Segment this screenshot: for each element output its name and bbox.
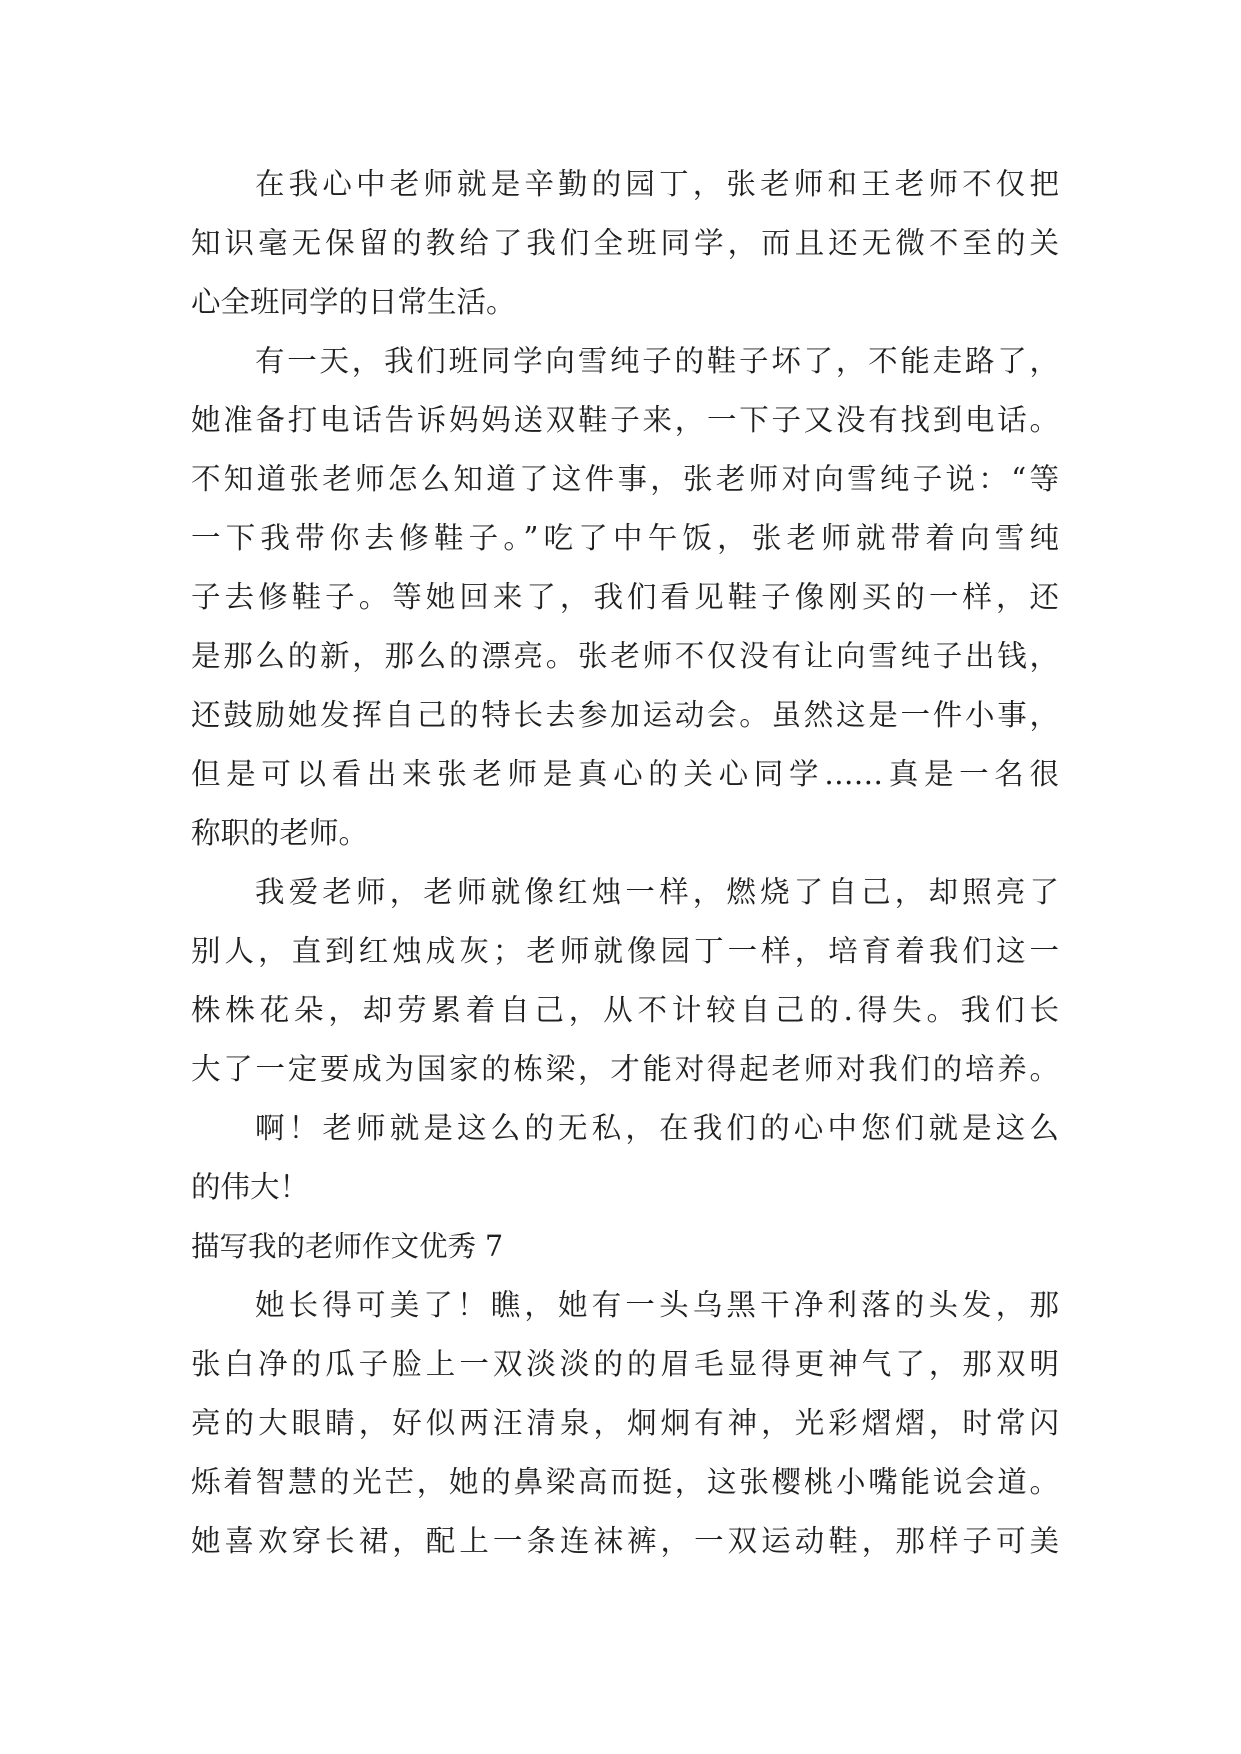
paragraph-5-line-4: 烁着智慧的光芒，她的鼻梁高而挺，这张樱桃小嘴能说会道。: [191, 1465, 1059, 1499]
paragraph-2-line-4: 一下我带你去修鞋子。”吃了中午饭，张老师就带着向雪纯: [191, 521, 1059, 555]
paragraph-2-line-2: 她准备打电话告诉妈妈送双鞋子来，一下子又没有找到电话。: [191, 403, 1059, 437]
paragraph-2-line-6: 是那么的新，那么的漂亮。张老师不仅没有让向雪纯子出钱，: [191, 639, 1059, 673]
paragraph-2-line-5: 子去修鞋子。等她回来了，我们看见鞋子像刚买的一样，还: [191, 580, 1059, 614]
paragraph-4-line-2: 的伟大！: [191, 1170, 310, 1204]
paragraph-1-line-2: 知识毫无保留的教给了我们全班同学，而且还无微不至的关: [191, 226, 1059, 260]
paragraph-5-line-3: 亮的大眼睛，好似两汪清泉，炯炯有神，光彩熠熠，时常闪: [191, 1406, 1059, 1440]
paragraph-5-line-5: 她喜欢穿长裙，配上一条连袜裤，一双运动鞋，那样子可美: [191, 1524, 1059, 1558]
paragraph-1-line-3: 心全班同学的日常生活。: [191, 285, 516, 319]
section-heading: 描写我的老师作文优秀 7: [191, 1230, 504, 1263]
paragraph-5-line-1: 她长得可美了！瞧，她有一头乌黑干净利落的头发，那: [255, 1288, 1059, 1322]
paragraph-4-line-1: 啊！老师就是这么的无私，在我们的心中您们就是这么: [255, 1111, 1059, 1145]
paragraph-3-line-3: 株株花朵，却劳累着自己，从不计较自己的.得失。我们长: [191, 993, 1059, 1027]
paragraph-2-line-9: 称职的老师。: [191, 816, 369, 850]
paragraph-2-line-3: 不知道张老师怎么知道了这件事，张老师对向雪纯子说：“等: [191, 462, 1059, 496]
paragraph-2-line-8: 但是可以看出来张老师是真心的关心同学……真是一名很: [191, 757, 1059, 791]
paragraph-2-line-7: 还鼓励她发挥自己的特长去参加运动会。虽然这是一件小事，: [191, 698, 1059, 732]
document-body: [191, 155, 1059, 1571]
paragraph-3-line-4: 大了一定要成为国家的栋梁，才能对得起老师对我们的培养。: [191, 1052, 1059, 1086]
paragraph-3-line-1: 我爱老师，老师就像红烛一样，燃烧了自己，却照亮了: [255, 875, 1059, 909]
paragraph-5-line-2: 张白净的瓜子脸上一双淡淡的的眉毛显得更神气了，那双明: [191, 1347, 1059, 1381]
paragraph-2-line-1: 有一天，我们班同学向雪纯子的鞋子坏了，不能走路了，: [255, 344, 1059, 378]
paragraph-1-line-1: 在我心中老师就是辛勤的园丁，张老师和王老师不仅把: [255, 167, 1059, 201]
paragraph-3-line-2: 别人，直到红烛成灰；老师就像园丁一样，培育着我们这一: [191, 934, 1059, 968]
